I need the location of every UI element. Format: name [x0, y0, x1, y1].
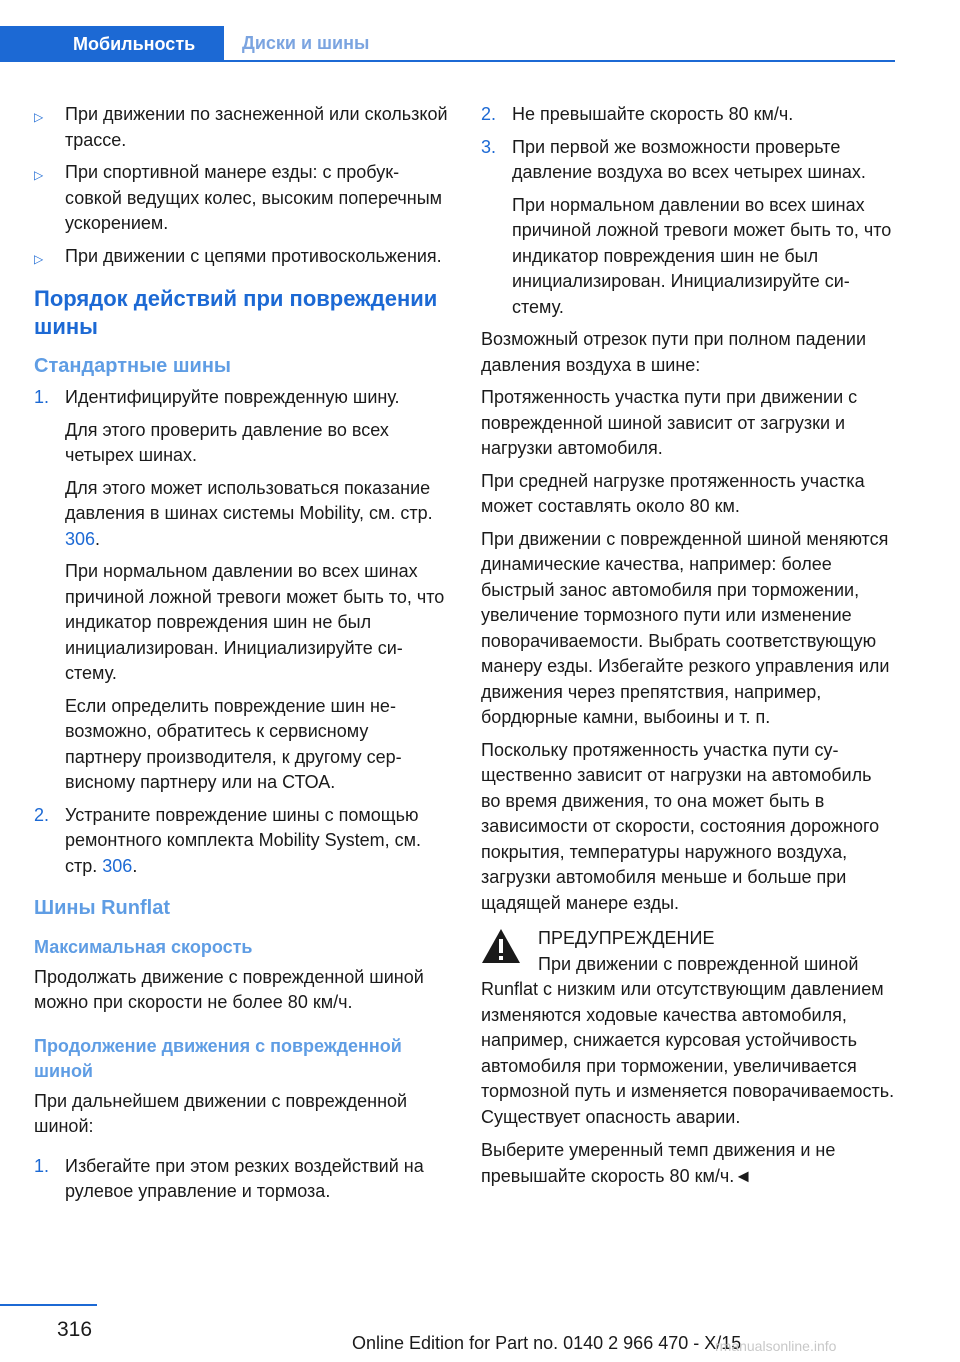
section-tab: Мобильность	[0, 26, 224, 62]
step-text: Устраните повреждение шины с помощью ремонтного комплекта Mobility System, см. стр. 306.	[65, 804, 421, 876]
heading-tire-damage: Порядок действий при повреждении шины	[34, 286, 438, 339]
step-note: При нормальном давлении во всех шинах причиной ложной тревоги может быть то, что индикатор повреждения шин не был инициализирован. Инициализируйте систему.	[65, 561, 445, 683]
right-column	[481, 102, 895, 1196]
header-rule	[0, 60, 895, 62]
warning-title: ПРЕДУПРЕЖДЕНИЕ	[538, 928, 715, 948]
step-note: Для этого может использоваться показание давления в шинах системы Mobility, см. стр. 306.	[65, 477, 433, 549]
step-item	[34, 385, 448, 796]
warning-box	[481, 926, 895, 1130]
page-number: 316	[57, 1318, 93, 1341]
page-link[interactable]: 306	[65, 528, 96, 549]
step-note: При нормальном давлении во всех шинах причиной ложной тревоги может быть то, что индикатор повреждения шин не был инициализирован. Инициализируйте систему.	[512, 194, 892, 317]
paragraph: Продолжать движение с поврежденной шиной можно при скорости не более 80 км/ч.	[34, 966, 424, 1012]
paragraph: Протяженность участка пути при движении с поврежденной шиной зависит от загрузки и нагрузки автомобиля.	[481, 387, 858, 458]
step-text: Избегайте при этом резких воздействий на рулевое управление и тормоза.	[65, 1155, 424, 1201]
step-number: 2.	[481, 104, 497, 124]
watermark: rmanualsonline.info	[715, 1338, 837, 1354]
left-column	[34, 102, 448, 1212]
bullet-triangle-icon: ▷	[34, 110, 44, 124]
standard-steps	[34, 385, 448, 879]
paragraph: Возможный отрезок пути при полном падении давления воздуха в шине:	[481, 329, 867, 375]
step-number: 1.	[34, 1155, 50, 1176]
warning-text: Runflat с низким или отсутствующим давлением изменяются ходовые качества автомобиля, например, снижается курсовая устойчивость автомобиля при торможении, увеличивается тормозной путь и изменяется поворачиваемость. Существует опасность аварии.	[481, 979, 895, 1127]
step-text: Не превышайте скорость 80 км/ч.	[512, 104, 794, 124]
warning-triangle-icon	[481, 928, 521, 964]
paragraph: Поскольку протяженность участка пути существенно зависит от нагрузки на автомобиль во время движения, то она может быть в зависимости от скорости, состояния дорожного покрытия, температуры наружного воздуха, загрузки автомобиля меньше и больше при щадящей манере езды.	[481, 739, 880, 913]
step-text: Идентифицируйте поврежденную шину.	[65, 387, 400, 407]
step-text: При первой же возможности проверьте давление воздуха во всех четырех шинах.	[512, 136, 866, 182]
step-item	[481, 102, 895, 128]
edition-text: Online Edition for Part no. 0140 2 966 470 - X/15	[352, 1333, 742, 1353]
paragraph: При средней нагрузке протяженность участка может составлять около 80 км.	[481, 470, 865, 516]
page-header	[0, 26, 895, 62]
step-note: Если определить повреждение шин невозможно, обратитесь к сервисному партнеру производителя, к другому сервисному партнеру или на СТОА.	[65, 695, 402, 792]
list-item: ▷ При движении с цепями противоскольжения.	[34, 244, 448, 270]
step-item	[34, 1154, 448, 1205]
subsection-tab: Диски и шины	[242, 32, 370, 53]
footer-rule	[0, 1304, 97, 1306]
paragraph: При дальнейшем движении с поврежденной шиной:	[34, 1090, 408, 1136]
heading-standard-tires: Стандартные шины	[34, 355, 231, 377]
list-item: ▷ При движении по заснеженной или скользкой трассе.	[34, 104, 448, 150]
step-item	[34, 803, 448, 880]
paragraph: Выберите умеренный темп движения и не превышайте скорость 80 км/ч.◄	[481, 1140, 836, 1186]
heading-continue-driving: Продолжение движения с поврежденной шиной	[34, 1035, 402, 1081]
heading-runflat: Шины Runflat	[34, 897, 170, 919]
warning-text-first: При движении с поврежденной шиной	[538, 953, 859, 974]
condition-list	[34, 102, 448, 269]
bullet-triangle-icon: ▷	[34, 251, 44, 266]
list-item: ▷ При спортивной манере езды: с пробуксовкой ведущих колес, высоким поперечным ускорением.	[34, 162, 443, 233]
runflat-steps-continued	[481, 102, 895, 320]
step-item	[481, 135, 895, 321]
page-link[interactable]: 306	[102, 855, 133, 876]
step-note: Для этого проверить давление во всех четырех шинах.	[65, 419, 389, 465]
step-number: 3.	[481, 136, 497, 157]
heading-max-speed: Максимальная скорость	[34, 937, 253, 957]
paragraph: При движении с поврежденной шиной меняются динамические качества, например: более быстрый занос автомобиля при торможении, увеличение тормозного пути или изменение поворачиваемости. Выбрать соответствующую манеру езды. Избегайте резкого управления или движения через препятствия, например, бордюрные камни, выбоины и т. п.	[481, 528, 890, 727]
step-number: 1.	[34, 387, 50, 407]
bullet-triangle-icon: ▷	[34, 168, 44, 182]
step-number: 2.	[34, 804, 50, 825]
runflat-steps	[34, 1154, 448, 1205]
